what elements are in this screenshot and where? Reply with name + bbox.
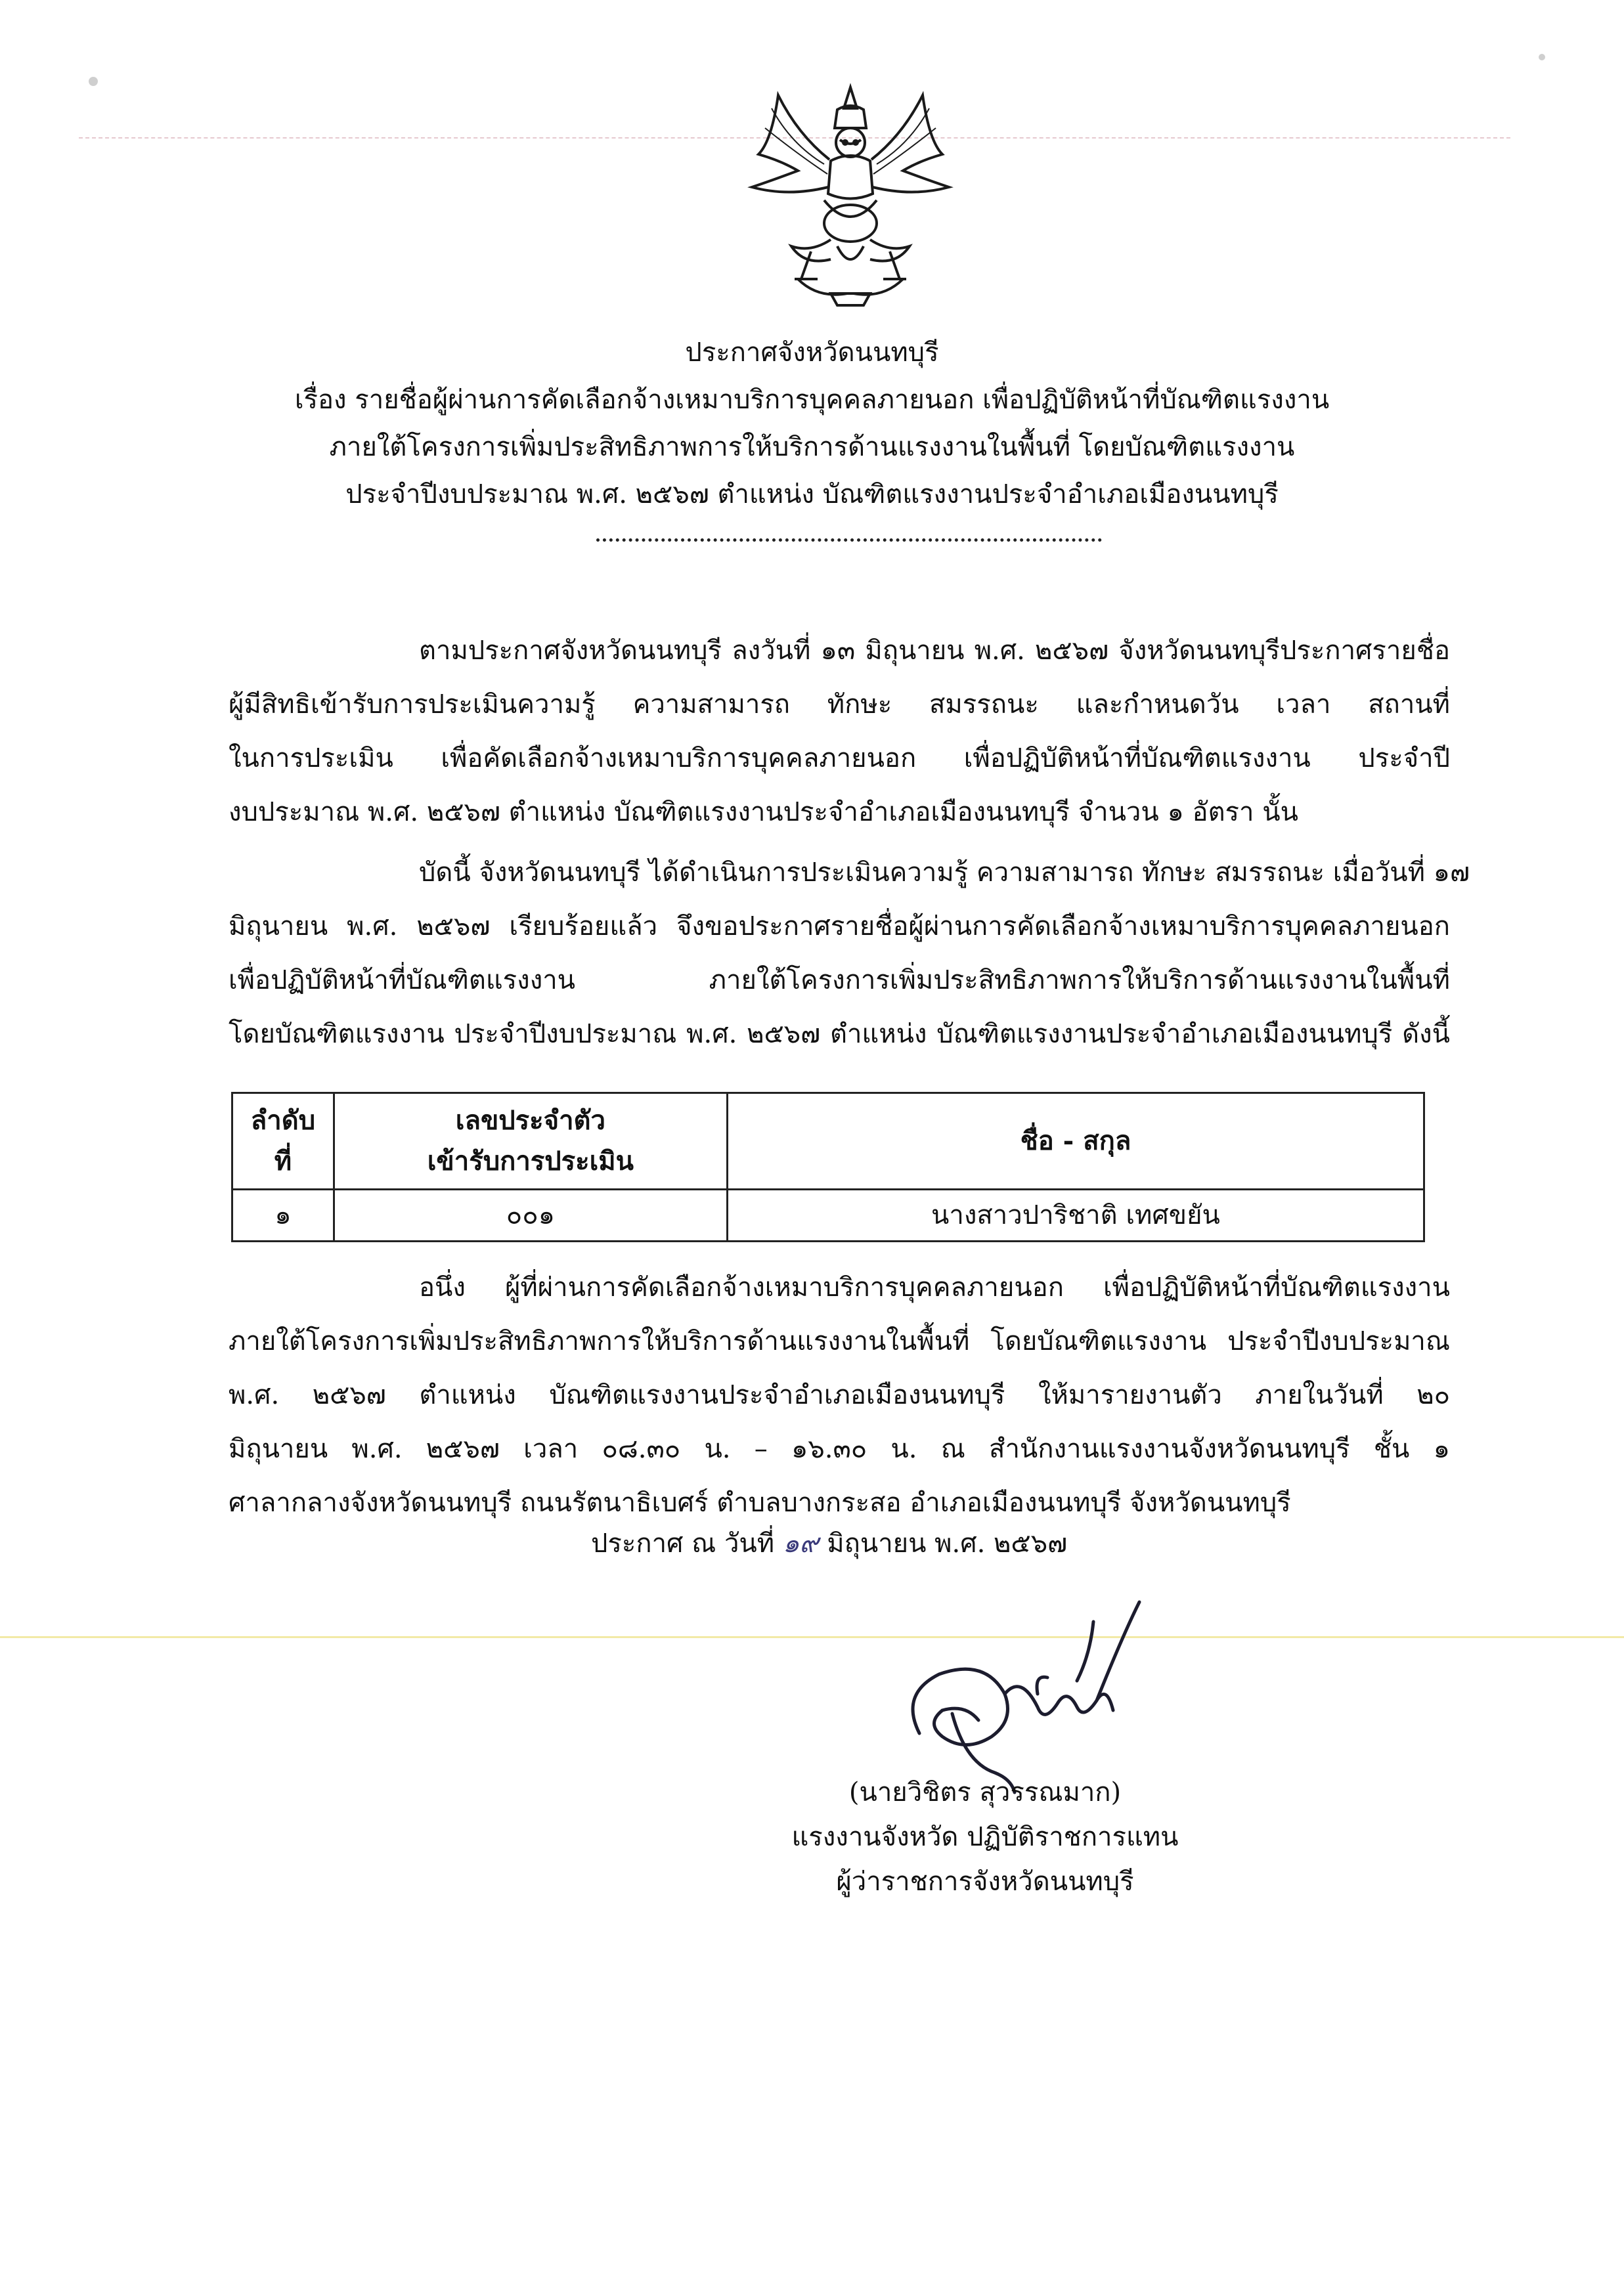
signer-office: ผู้ว่าราชการจังหวัดนนทบุรี [836,1867,1134,1897]
paragraph-line: งบประมาณ พ.ศ. ๒๕๖๗ ตำแหน่ง บัณฑิตแรงงานประจำอำเภอเมืองนนทบุรี จำนวน ๑ อัตรา นั้น [229,797,1298,827]
cell-order: ๑ [232,1190,334,1242]
dotted-separator [596,538,1102,542]
paragraph-2 [229,846,1470,1061]
subject-line: ภายใต้โครงการเพิ่มประสิทธิภาพการให้บริการด้านแรงงานในพื้นที่ โดยบัณฑิตแรงงาน [329,432,1295,462]
paragraph-line: พ.ศ. ๒๕๖๗ ตำแหน่ง บัณฑิตแรงงานประจำอำเภอเมืองนนทบุรี ให้มารายงานตัว ภายในวันที่ ๒๐ [229,1380,1450,1410]
paragraph-line: ในการประเมิน เพื่อคัดเลือกจ้างเหมาบริการบุคคลภายนอก เพื่อปฏิบัติหน้าที่บัณฑิตแรงงาน ประจำปี [229,743,1450,773]
scan-speck [1539,54,1545,60]
header-text: เลขประจำตัว [455,1105,605,1136]
garuda-emblem [732,82,969,309]
announce-date-line [591,1521,1067,1567]
header-text: ลำดับ [250,1105,316,1136]
column-header-name: ชื่อ - สกุล [727,1093,1424,1190]
header-text: ที่ [274,1146,292,1177]
paragraph-line: ศาลากลางจังหวัดนนทบุรี ถนนรัตนาธิเบศร์ ตำบลบางกระสอ อำเภอเมืองนนทบุรี จังหวัดนนทบุรี [229,1488,1291,1518]
cell-name: นางสาวปาริชาติ เทศขยัน [727,1190,1424,1242]
signer-position: แรงงานจังหวัด ปฏิบัติราชการแทน [791,1822,1179,1852]
paragraph-line: เพื่อปฏิบัติหน้าที่บัณฑิตแรงงาน ภายใต้โครงการเพิ่มประสิทธิภาพการให้บริการด้านแรงงานในพื้นที่ [229,965,1450,995]
announce-suffix: มิถุนายน พ.ศ. ๒๕๖๗ [827,1528,1068,1559]
paragraph-line: บัดนี้ จังหวัดนนทบุรี ได้ดำเนินการประเมินความรู้ ความสามารถ ทักษะ สมรรถนะ เมื่อวันที่ ๑๗ [419,857,1470,888]
column-header-id [334,1093,727,1190]
announce-prefix: ประกาศ ณ วันที่ [591,1528,775,1559]
subject-line: ประจำปีงบประมาณ พ.ศ. ๒๕๖๗ ตำแหน่ง บัณฑิตแรงงานประจำอำเภอเมืองนนทบุรี [345,479,1279,509]
table-header-row [232,1093,1424,1190]
column-header-order [232,1093,334,1190]
table-row [232,1190,1424,1242]
announcement-title: ประกาศจังหวัดนนทบุรี [685,337,939,368]
paragraph-line: อนึ่ง ผู้ที่ผ่านการคัดเลือกจ้างเหมาบริการบุคคลภายนอก เพื่อปฏิบัติหน้าที่บัณฑิตแรงงาน [419,1272,1450,1303]
paragraph-line: ผู้มีสิทธิเข้ารับการประเมินความรู้ ความสามารถ ทักษะ สมรรถนะ และกำหนดวัน เวลา สถานที่ [229,689,1450,720]
paragraph-3 [229,1261,1450,1530]
paragraph-line: ตามประกาศจังหวัดนนทบุรี ลงวันที่ ๑๓ มิถุนายน พ.ศ. ๒๕๖๗ จังหวัดนนทบุรีประกาศรายชื่อ [419,636,1450,666]
scan-speck [89,77,98,86]
scan-fold-line [0,1636,1624,1638]
paragraph-1 [229,624,1450,839]
paragraph-line: ภายใต้โครงการเพิ่มประสิทธิภาพการให้บริการด้านแรงงานในพื้นที่ โดยบัณฑิตแรงงาน ประจำปีงบประมาณ [229,1326,1450,1356]
paragraph-line: มิถุนายน พ.ศ. ๒๕๖๗ เรียบร้อยแล้ว จึงขอประกาศรายชื่อผู้ผ่านการคัดเลือกจ้างเหมาบริการบุคคลภายนอก [229,911,1450,942]
handwritten-day: ๑๙ [782,1528,819,1559]
subject-line: เรื่อง รายชื่อผู้ผ่านการคัดเลือกจ้างเหมาบริการบุคคลภายนอก เพื่อปฏิบัติหน้าที่บัณฑิตแรงงาน [294,385,1330,415]
paragraph-line: โดยบัณฑิตแรงงาน ประจำปีงบประมาณ พ.ศ. ๒๕๖๗ ตำแหน่ง บัณฑิตแรงงานประจำอำเภอเมืองนนทบุรี ดังนี้ [229,1019,1450,1049]
signer-name: (นายวิชิตร สุวรรณมาก) [848,1777,1122,1808]
header-text: เข้ารับการประเมิน [427,1146,634,1177]
cell-id: ๐๐๑ [334,1190,727,1242]
paragraph-line: มิถุนายน พ.ศ. ๒๕๖๗ เวลา ๐๘.๓๐ น. – ๑๖.๓๐ น. ณ สำนักงานแรงงานจังหวัดนนทบุรี ชั้น ๑ [229,1434,1450,1464]
results-table [231,1092,1425,1242]
